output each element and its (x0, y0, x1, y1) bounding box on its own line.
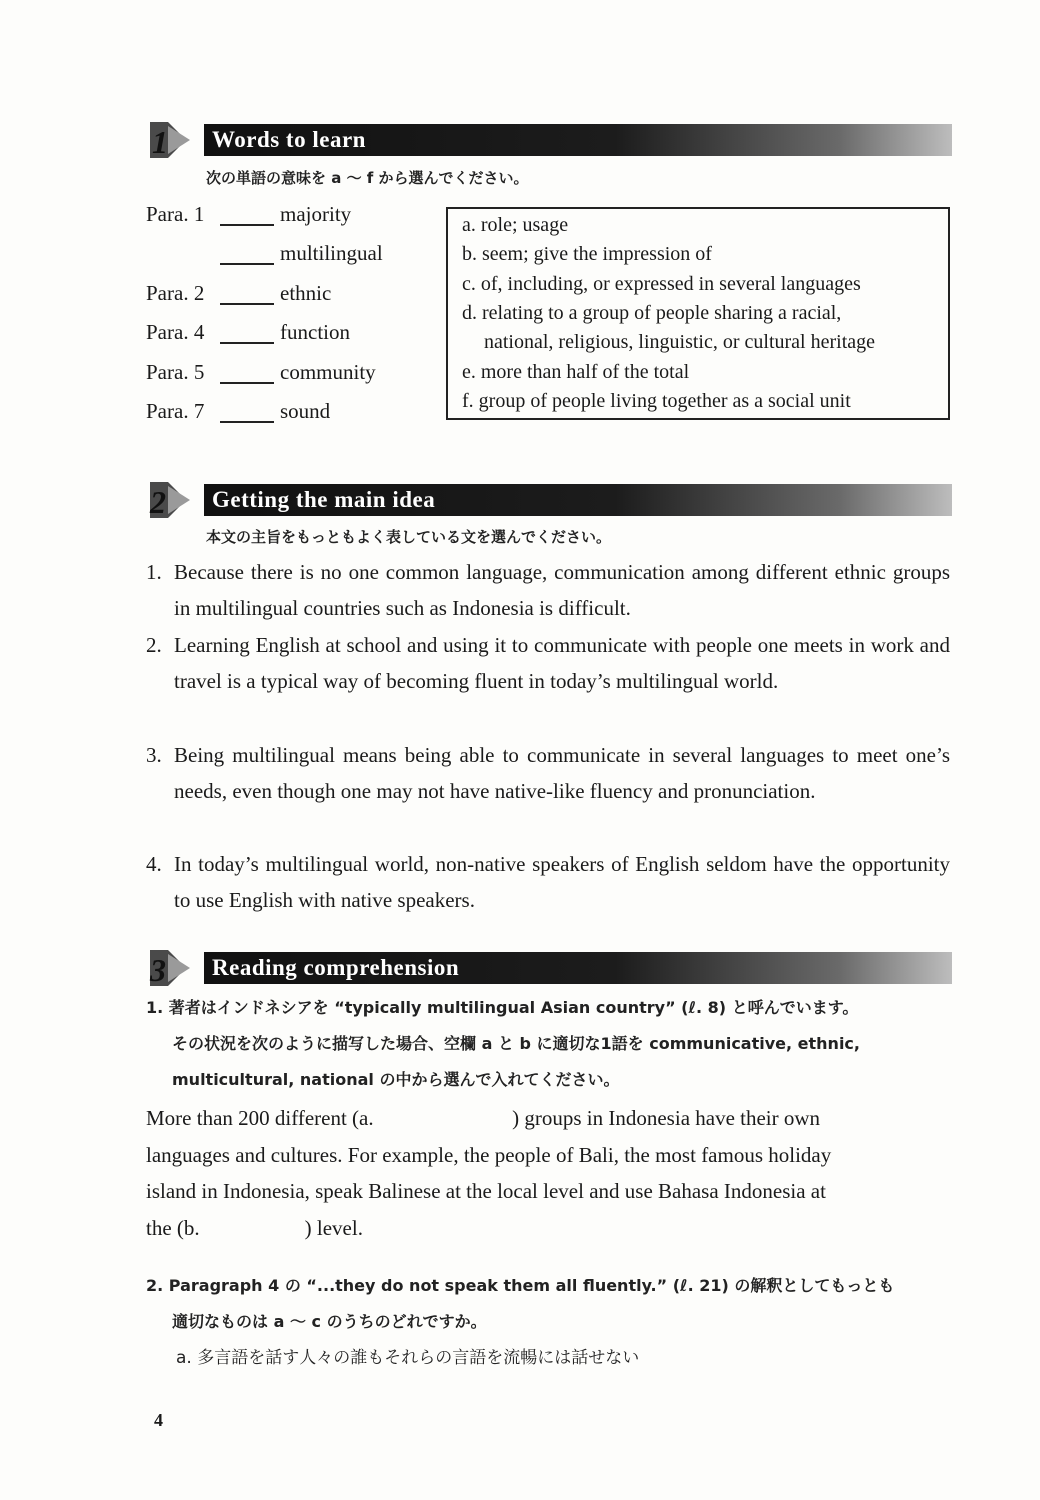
section-title-bar (204, 952, 952, 984)
section-title-bar (204, 124, 952, 156)
answer-option-a[interactable]: a. 多言語を話す人々の誰もそれらの言語を流暢には話せない (176, 1348, 640, 1368)
question-line: 適切なものは a ～ c のうちのどれですか。 (172, 1312, 487, 1331)
section-2-header (146, 480, 952, 520)
section-title: Reading comprehension (212, 955, 460, 980)
section-number-marker (146, 480, 202, 520)
vocab-para-ref: Para. 7 (146, 399, 205, 423)
definitions-box (446, 207, 950, 420)
comprehension-question-1 (146, 990, 952, 1098)
vocab-para-ref: Para. 4 (146, 320, 205, 344)
vocab-para-ref: Para. 1 (146, 202, 205, 226)
vocab-para-ref: Para. 2 (146, 281, 205, 305)
answer-blank[interactable] (220, 382, 274, 384)
option-number: 1. (146, 560, 162, 584)
definition-item: e. more than half of the total (462, 361, 690, 383)
svg-text:1: 1 (152, 124, 168, 160)
cloze-text: ) groups in Indonesia have their own (512, 1106, 821, 1130)
section-1-header (146, 120, 952, 160)
question-line: multicultural, national の中から選んで入れてください。 (172, 1070, 620, 1089)
option-text: Because there is no one common language, communication among different ethnic groups in multilingual countries such as Indonesia is difficult. (174, 560, 950, 620)
page-number: 4 (154, 1410, 163, 1430)
answer-blank[interactable] (220, 224, 274, 226)
section-2-instruction: 本文の主旨をもっともよく表している文を選んでください。 (206, 528, 612, 546)
definition-item-continued: national, religious, linguistic, or cultural heritage (484, 331, 876, 353)
section-title: Getting the main idea (212, 487, 436, 512)
question-line: その状況を次のように描写した場合、空欄 a と b に適切な1語を communicative, ethnic, (172, 1034, 860, 1053)
answer-blank[interactable] (220, 263, 274, 265)
vocab-word: majority (280, 202, 352, 226)
option-text: In today’s multilingual world, non-native speakers of English seldom have the opportunity to use English with native speakers. (174, 852, 950, 912)
section-title-bar (204, 484, 952, 516)
definition-item: f. group of people living together as a social unit (462, 390, 851, 412)
definition-item: a. role; usage (462, 214, 569, 236)
option-number: 2. (146, 633, 162, 657)
svg-text:3: 3 (150, 952, 166, 988)
definition-item: c. of, including, or expressed in several languages (462, 273, 861, 295)
cloze-paragraph (146, 1100, 950, 1246)
option-number: 4. (146, 852, 162, 876)
vocab-para-ref: Para. 5 (146, 360, 205, 384)
definition-item: d. relating to a group of people sharing a racial, (462, 302, 842, 324)
answer-blank[interactable] (220, 342, 274, 344)
vocab-word: function (280, 320, 350, 344)
vocab-word: ethnic (280, 281, 332, 305)
vocab-word: community (280, 360, 376, 384)
cloze-text: More than 200 different (a. (146, 1106, 374, 1130)
question-line: 2. Paragraph 4 の “...they do not speak them all fluently.” (ℓ. 21) の解釈としてもっとも (146, 1276, 895, 1295)
option-text: Learning English at school and using it to communicate with people one meets in work and travel is a typical way of becoming fluent in today’s multilingual world. (174, 633, 950, 693)
section-number-marker (146, 120, 202, 160)
vocab-word: multilingual (280, 241, 383, 265)
cloze-text: the (b. ) level. (146, 1215, 363, 1240)
section-3-header (146, 948, 952, 988)
definition-item: b. seem; give the impression of (462, 243, 712, 265)
cloze-text: languages and cultures. For example, the people of Bali, the most famous holiday (146, 1142, 832, 1167)
section-title: Words to learn (212, 127, 366, 152)
answer-blank[interactable] (220, 303, 274, 305)
section-1-instruction: 次の単語の意味を a ～ f から選んでください。 (206, 169, 529, 187)
comprehension-question-2 (146, 1268, 952, 1376)
section-number-marker (146, 948, 202, 988)
option-text: Being multilingual means being able to communicate in several languages to meet one’s needs, even though one may not have native-like fluency and pronunciation. (174, 743, 950, 803)
question-line: 1. 著者はインドネシアを “typically multilingual Asian country” (ℓ. 8) と呼んでいます。 (146, 998, 859, 1017)
svg-text:2: 2 (150, 484, 166, 520)
answer-blank[interactable] (220, 421, 274, 423)
cloze-text: island in Indonesia, speak Balinese at the local level and use Bahasa Indonesia at (146, 1179, 826, 1203)
vocab-word: sound (280, 399, 331, 423)
option-number: 3. (146, 743, 162, 767)
